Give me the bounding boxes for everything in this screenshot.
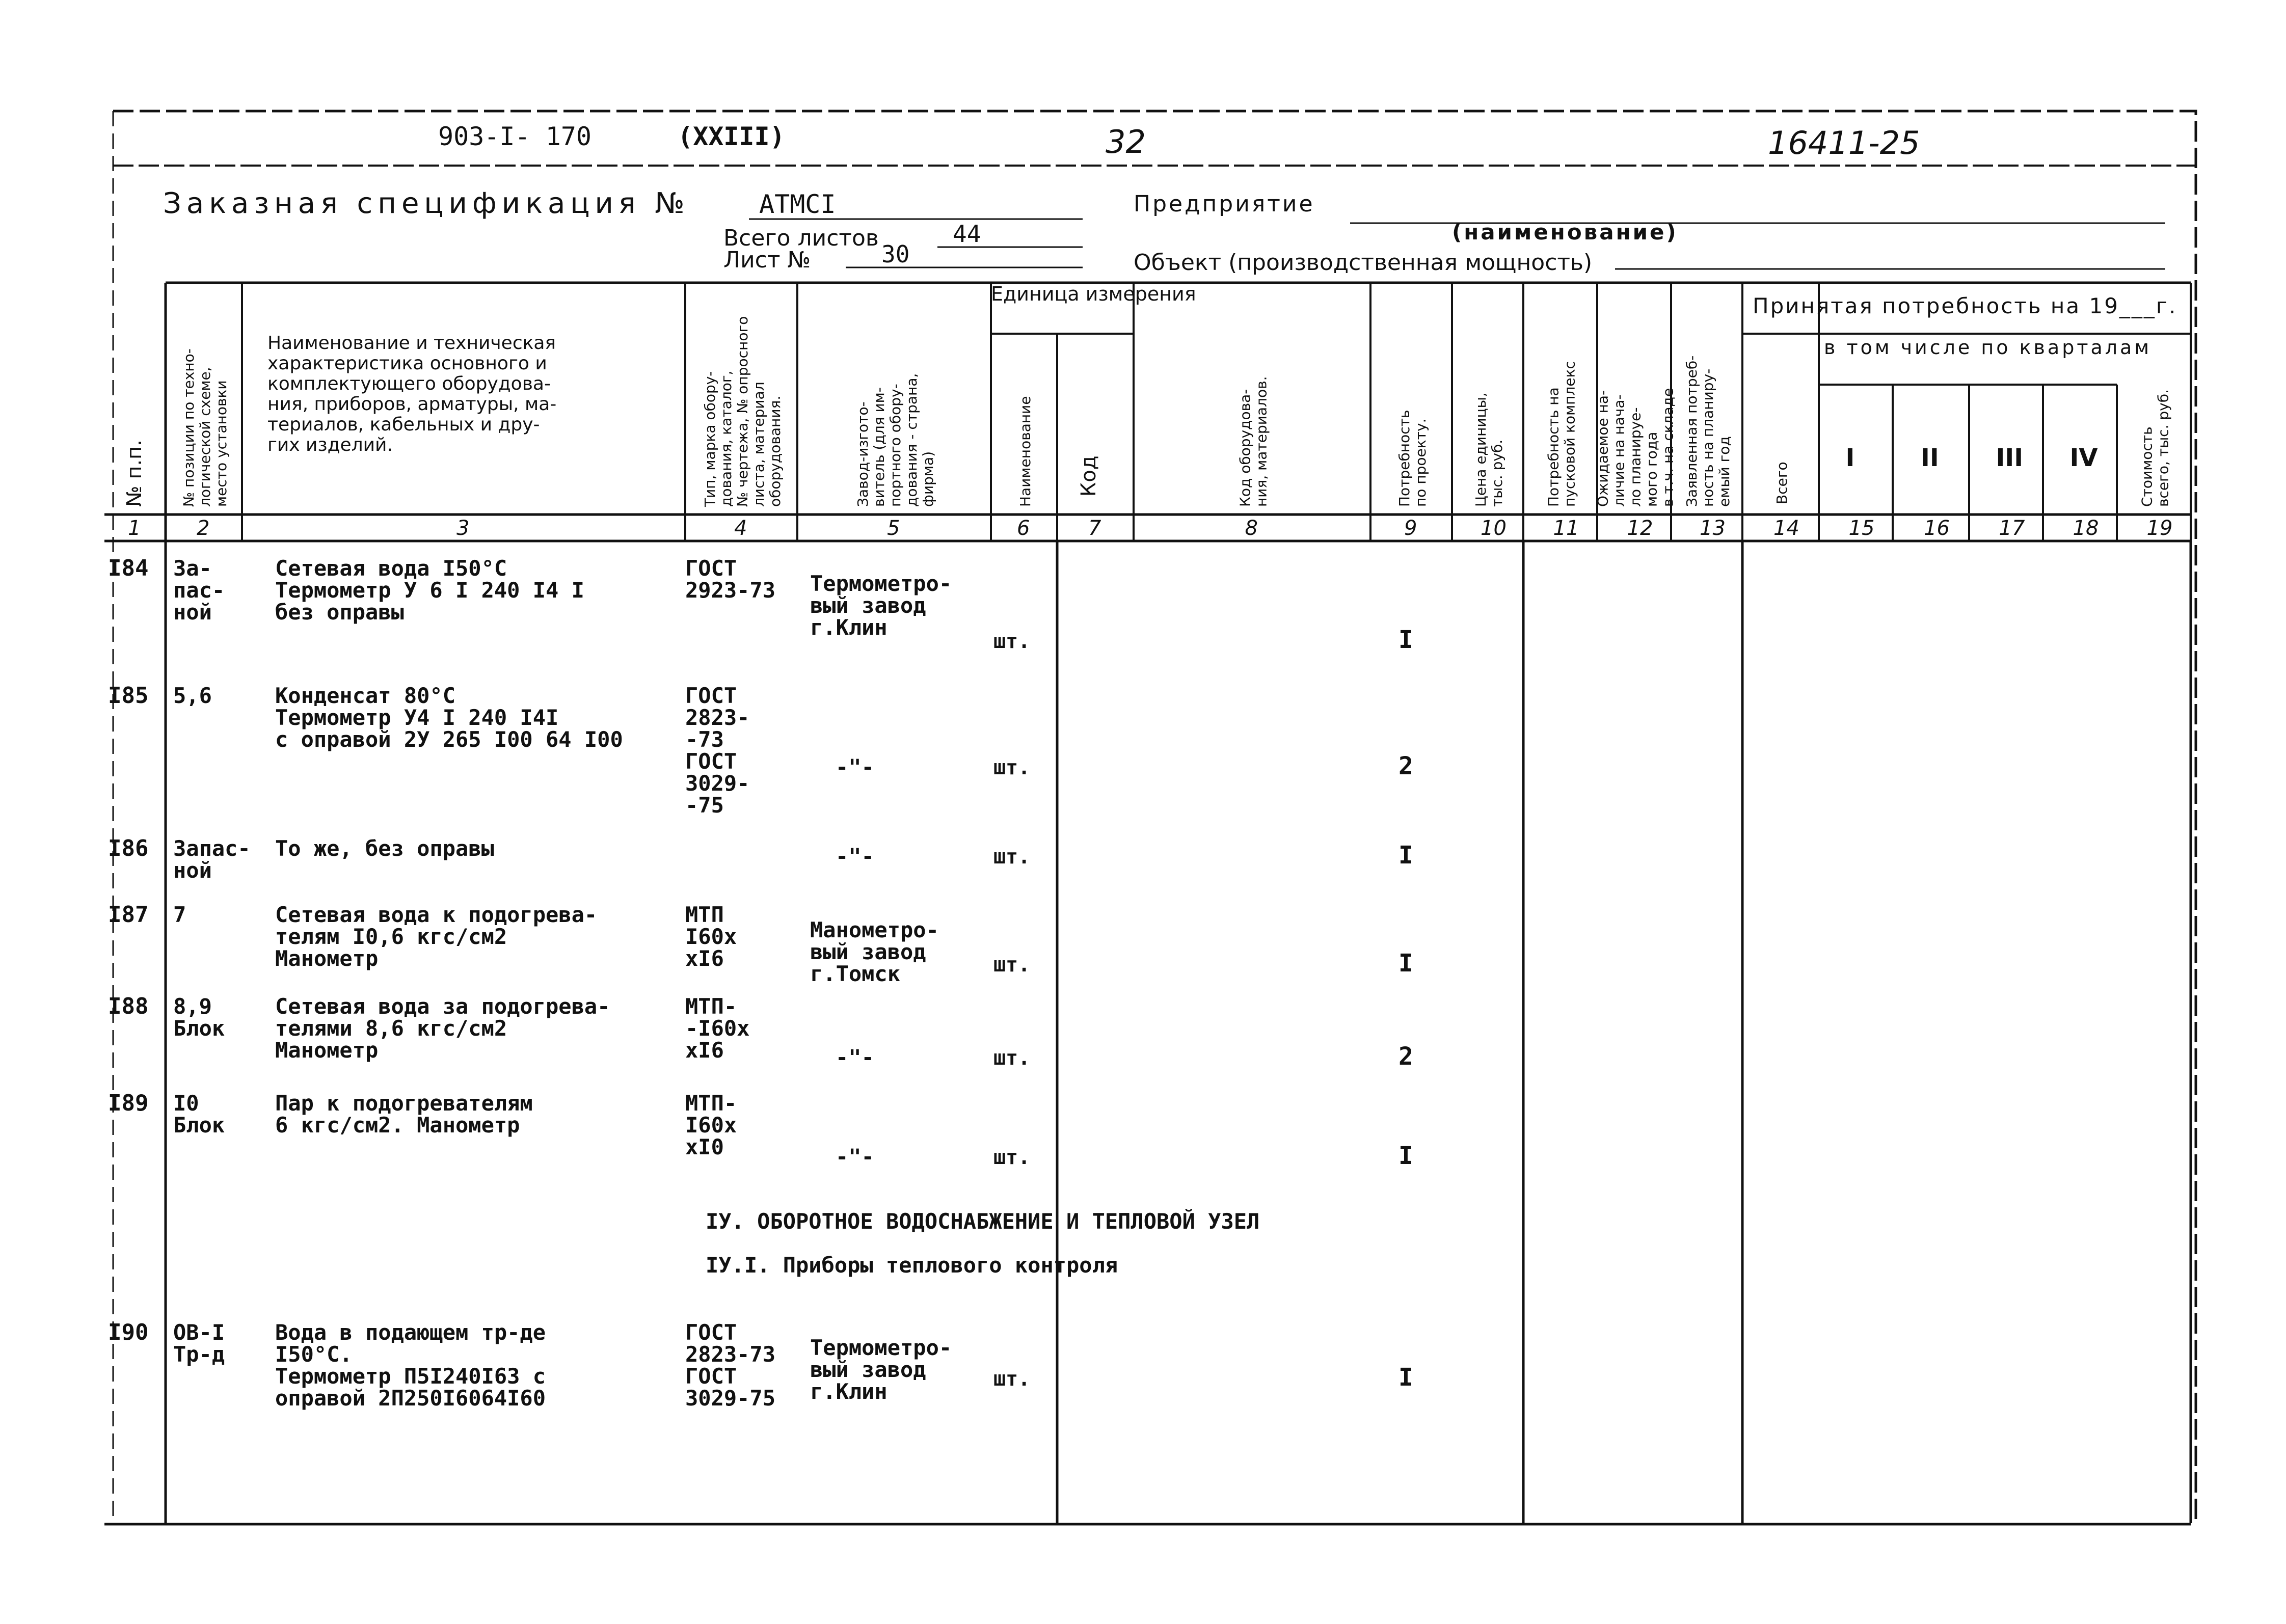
type-brand-line: I60х (685, 924, 737, 949)
position-line: ной (173, 600, 212, 625)
manufacturer-line: -"- (836, 1144, 874, 1169)
project-quantity: I (1399, 1363, 1413, 1392)
type-brand-line: ГОСТ (685, 556, 737, 581)
type-brand-line: 3029- (685, 771, 750, 796)
column-header-line: Цена единицы, (1472, 392, 1489, 507)
quarter-header-17: III (1996, 444, 2024, 472)
column-header-line: Тип, марка обору- (702, 371, 718, 507)
column-number-19: 19 (2146, 517, 2173, 540)
column-number-7: 7 (1088, 517, 1101, 540)
position-line: Блок (173, 1113, 225, 1138)
position-line: Блок (173, 1016, 225, 1041)
volume-number: (XXIII) (678, 122, 785, 151)
unit-name: шт. (993, 756, 1031, 779)
column-header-line: емый год (1716, 436, 1733, 507)
position-line: Запас- (173, 836, 251, 861)
column-number-11: 11 (1553, 517, 1579, 540)
column-header-line: ния, материалов. (1253, 376, 1270, 507)
column-header-line: № позиции по техно- (180, 348, 197, 507)
manufacturer-line: г.Клин (810, 615, 887, 640)
row-number: I84 (108, 555, 149, 581)
column-number-3: 3 (456, 517, 470, 540)
column-number-16: 16 (1924, 517, 1950, 540)
unit-name: шт. (993, 953, 1031, 977)
type-brand-line: ГОСТ (685, 683, 737, 708)
sheet-frame (104, 111, 2196, 1524)
unit-name: шт. (993, 1146, 1031, 1169)
column-header-line: пусковой комплекс (1561, 361, 1578, 507)
type-brand-line: ГОСТ (685, 1364, 737, 1389)
column-number-17: 17 (1999, 517, 2025, 540)
column-header-line: Код оборудова- (1236, 389, 1254, 507)
type-brand-line: 2823-73 (685, 1342, 776, 1367)
row-number: I88 (108, 993, 149, 1019)
type-brand-line: -I60х (685, 1016, 750, 1041)
type-brand-line: 3029-75 (685, 1386, 776, 1411)
column-header-line: Стоимость (2138, 426, 2156, 507)
table-row (108, 993, 1413, 1071)
column-header-line: гих изделий. (267, 435, 393, 455)
enterprise-name-caption: (наименование) (1452, 220, 1678, 245)
manufacturer-line: -"- (836, 1045, 874, 1070)
column-header-line: териалов, кабельных и дру- (267, 414, 540, 435)
item-name-line: Сетевая вода за подогрева- (275, 994, 610, 1019)
item-name-line: Манометр (275, 946, 379, 971)
total-sheets-value: 44 (953, 220, 981, 248)
manufacturer-line: -"- (836, 754, 874, 779)
quarters-group-header: в том числе по кварталам (1824, 336, 2151, 359)
page-number: 32 (1106, 123, 1146, 160)
project-quantity: I (1399, 841, 1413, 870)
table-header (123, 283, 2177, 540)
item-name-line: Конденсат 80°С (275, 683, 456, 708)
column-header-line: место установки (213, 380, 230, 507)
column-header-line: Заявленная потреб- (1683, 355, 1700, 507)
table-row (108, 1090, 1413, 1170)
type-brand-line: 2823- (685, 705, 750, 730)
manufacturer-line: г.Томск (810, 961, 901, 986)
item-name-line: 6 кгс/см2. Манометр (275, 1113, 520, 1138)
row-number: I87 (108, 902, 149, 928)
manufacturer-line: Термометро- (810, 571, 952, 596)
column-header-line: оборудования. (767, 395, 784, 507)
column-number-18: 18 (2073, 517, 2099, 540)
column-number-9: 9 (1404, 517, 1417, 540)
sheet-number-label: Лист № (723, 247, 811, 273)
type-brand-line: I60х (685, 1113, 737, 1138)
item-name-line: То же, без оправы (275, 836, 494, 861)
item-name-line: Манометр (275, 1038, 379, 1063)
position-line: 8,9 (173, 994, 212, 1019)
column-header-line: ния, приборов, арматуры, ма- (267, 394, 557, 415)
column-header-line: комплектующего оборудова- (267, 373, 551, 394)
position-line: За- (173, 556, 212, 581)
enterprise-label: Предприятие (1134, 191, 1315, 217)
column-header-line: дования - страна, (903, 373, 920, 507)
accepted-group-header: Принятая потребность на 19___г. (1753, 293, 2177, 318)
type-brand-line: МТП- (685, 1091, 737, 1116)
column-header-line: Завод-изгото- (854, 401, 871, 507)
table-body (108, 555, 1413, 1411)
manufacturer-line: вый завод (810, 593, 926, 618)
column-header-line: характеристика основного и (267, 353, 547, 374)
manufacturer-line: -"- (836, 844, 874, 869)
column-number-15: 15 (1848, 517, 1875, 540)
item-name-line: Сетевая вода I50°C (275, 556, 507, 581)
column-header-line: Код (1077, 455, 1100, 497)
position-line: 5,6 (173, 683, 212, 708)
type-brand-line: хI0 (685, 1134, 724, 1159)
position-line: пас- (173, 578, 225, 603)
project-quantity: 2 (1399, 752, 1413, 780)
spec-number: АТМСI (759, 190, 836, 219)
column-number-4: 4 (734, 517, 747, 540)
column-header-line: ность на планиру- (1700, 368, 1716, 507)
item-name-line: без оправы (275, 600, 404, 625)
item-name-line: оправой 2П250I6064I60 (275, 1386, 546, 1411)
table-row (108, 555, 1413, 654)
doc-code: 903-I- 170 (438, 122, 592, 151)
item-name-line: Термометр У4 I 240 I4I (275, 705, 559, 730)
column-header-line: Наименование (1017, 396, 1034, 507)
manufacturer-line: вый завод (810, 1357, 926, 1382)
column-header-line: в т.ч. на складе (1659, 388, 1677, 507)
item-name-line: I50°С. (275, 1342, 353, 1367)
manufacturer-line: г.Клин (810, 1379, 887, 1404)
column-header-line: фирма) (920, 451, 936, 507)
unit-name: шт. (993, 630, 1031, 653)
column-number-8: 8 (1245, 517, 1258, 540)
column-header-line: листа, материал (750, 382, 767, 507)
column-number-12: 12 (1627, 517, 1653, 540)
column-header-line: тыс. руб. (1489, 439, 1505, 507)
column-header-line: всего, тыс. руб. (2155, 389, 2172, 507)
position-line: Тр-д (173, 1342, 225, 1367)
column-header-line: Наименование и техническая (267, 333, 556, 354)
project-quantity: I (1399, 1142, 1413, 1170)
column-header-line: витель (для им- (871, 387, 887, 507)
column-number-1: 1 (128, 517, 141, 540)
type-brand-line: МТП (685, 902, 724, 927)
column-header-line: личие на нача- (1610, 394, 1628, 507)
item-name-line: Сетевая вода к подогрева- (275, 902, 598, 927)
section-subtitle: IУ.I. Приборы теплового контроля (706, 1253, 1118, 1278)
column-header-line: портного обору- (887, 384, 904, 507)
unit-name: шт. (993, 1046, 1031, 1070)
table-row (108, 1319, 1413, 1411)
type-brand-line: МТП- (685, 994, 737, 1019)
column-header-line: дования, каталог, (718, 370, 735, 507)
position-line: ОВ-I (173, 1320, 225, 1345)
column-number-2: 2 (197, 517, 210, 540)
column-header-line: № п.п. (123, 439, 146, 507)
archive-stamp: 16411-25 (1768, 124, 1920, 161)
item-name-line: Вода в подающем тр-де (275, 1320, 546, 1345)
position-line: 7 (173, 902, 186, 927)
column-header-line: № чертежа, № опросного (734, 316, 751, 507)
column-header-line: ло планируе- (1627, 407, 1644, 507)
sheet-number-value: 30 (881, 240, 910, 268)
table-row (108, 902, 1413, 986)
unit-name: шт. (993, 1367, 1031, 1391)
quarter-header-16: II (1921, 444, 1939, 472)
project-quantity: I (1399, 626, 1413, 654)
type-brand-line: ГОСТ (685, 1320, 737, 1345)
section-title: IУ. ОБОРОТНОЕ ВОДОСНАБЖЕНИЕ И ТЕПЛОВОЙ УЗЕЛ (706, 1209, 1260, 1234)
column-number-13: 13 (1700, 517, 1726, 540)
position-line: I0 (173, 1091, 199, 1116)
object-label: Объект (производственная мощность) (1134, 250, 1593, 276)
type-brand-line: -73 (685, 727, 724, 752)
column-number-10: 10 (1481, 517, 1507, 540)
item-name-line: телям I0,6 кгс/см2 (275, 924, 507, 949)
table-row (108, 835, 1413, 883)
column-header-line: Ожидаемое на- (1594, 390, 1611, 507)
column-header-line: Потребность (1396, 410, 1413, 507)
project-quantity: 2 (1399, 1042, 1413, 1071)
type-brand-line: ГОСТ (685, 749, 737, 774)
row-number: I86 (108, 835, 149, 861)
manufacturer-line: Термометро- (810, 1335, 952, 1360)
column-number-6: 6 (1017, 517, 1030, 540)
project-quantity: I (1399, 949, 1413, 978)
type-brand-line: хI6 (685, 946, 724, 971)
unit-name: шт. (993, 845, 1031, 869)
total-sheets-label: Всего листов (723, 225, 879, 251)
quarter-header-18: IV (2069, 444, 2098, 472)
item-name-line: Пар к подогревателям (275, 1091, 533, 1116)
manufacturer-line: вый завод (810, 939, 926, 964)
item-name-line: Термометр У 6 I 240 I4 I (275, 578, 584, 603)
row-number: I85 (108, 683, 149, 709)
row-number: I90 (108, 1319, 149, 1345)
units-group-header: Единица измерения (991, 283, 1196, 305)
column-header-line: по проекту. (1412, 418, 1429, 507)
item-name-line: с оправой 2У 265 I00 64 I00 (275, 727, 623, 752)
table-row (108, 683, 1413, 818)
item-name-line: Термометр П5I240I63 с (275, 1364, 546, 1389)
column-header-line: мого года (1643, 431, 1660, 507)
column-header-line: Всего (1773, 462, 1790, 504)
manufacturer-line: Манометро- (810, 917, 939, 942)
quarter-header-15: I (1845, 444, 1855, 472)
spec-title: Заказная спецификация № (163, 187, 690, 220)
item-name-line: телями 8,6 кгс/см2 (275, 1016, 507, 1041)
column-header-line: логической схеме, (197, 367, 213, 507)
column-header-line: Потребность на (1545, 387, 1562, 507)
row-number: I89 (108, 1090, 149, 1116)
position-line: ной (173, 858, 212, 883)
column-number-5: 5 (887, 517, 900, 540)
type-brand-line: хI6 (685, 1038, 724, 1063)
type-brand-line: -75 (685, 793, 724, 818)
type-brand-line: 2923-73 (685, 578, 776, 603)
column-number-14: 14 (1773, 517, 1799, 540)
